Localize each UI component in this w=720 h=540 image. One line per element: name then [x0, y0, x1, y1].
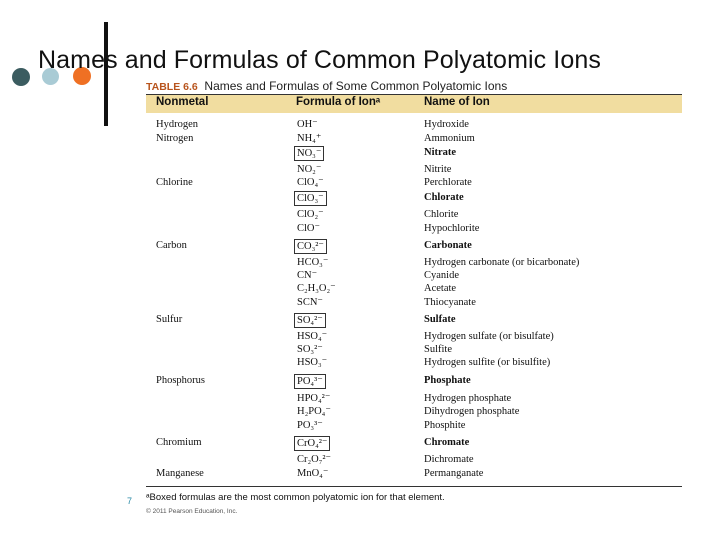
ion-name-cell: Carbonate	[424, 240, 472, 251]
formula-cell: HSO₄⁻	[297, 331, 328, 342]
ion-name-cell: Acetate	[424, 283, 457, 294]
ion-name-cell: Permanganate	[424, 468, 484, 479]
ion-name-cell: Nitrate	[424, 147, 457, 158]
formula-cell-boxed: PO₄³⁻	[294, 374, 326, 389]
column-header-name: Name of Ion	[424, 96, 490, 108]
formula-cell: PO₃³⁻	[297, 420, 323, 431]
ion-name-cell: Ammonium	[424, 133, 475, 144]
formula-cell: NH₄⁺	[297, 133, 322, 144]
ion-name-cell: Chromate	[424, 437, 470, 448]
formula-cell: C₂H₃O₂⁻	[297, 283, 336, 294]
ion-name-cell: Dihydrogen phosphate	[424, 406, 520, 417]
ion-name-cell: Chlorite	[424, 209, 459, 220]
formula-cell: Cr₂O₇²⁻	[297, 454, 332, 465]
table-number: TABLE 6.6	[146, 81, 198, 93]
formula-cell: OH⁻	[297, 119, 318, 130]
ion-name-cell: Sulfite	[424, 344, 452, 355]
formula-cell: ClO₄⁻	[297, 177, 324, 188]
nonmetal-cell: Phosphorus	[156, 375, 206, 386]
formula-cell-boxed: ClO₃⁻	[294, 191, 327, 206]
table-footnote: ᵃBoxed formulas are the most common polyatomic ion for that element.	[146, 492, 445, 503]
ion-name-cell: Nitrite	[424, 164, 452, 175]
ion-name-cell: Hydroxide	[424, 119, 469, 130]
formula-cell-boxed: SO₄²⁻	[294, 313, 326, 328]
ion-name-cell: Hypochlorite	[424, 223, 480, 234]
decor-dot-teal	[12, 68, 30, 86]
formula-cell: HCO₃⁻	[297, 257, 329, 268]
ion-name-cell: Cyanide	[424, 270, 459, 281]
ion-name-cell: Sulfate	[424, 314, 456, 325]
slide-number: 7	[127, 496, 133, 506]
formula-cell: ClO₂⁻	[297, 209, 324, 220]
ion-name-cell: Phosphite	[424, 420, 466, 431]
nonmetal-cell: Nitrogen	[156, 133, 194, 144]
ion-name-cell: Perchlorate	[424, 177, 472, 188]
nonmetal-cell: Chlorine	[156, 177, 193, 188]
formula-cell: HPO₄²⁻	[297, 393, 331, 404]
formula-cell: CN⁻	[297, 270, 318, 281]
copyright-notice: © 2011 Pearson Education, Inc.	[146, 508, 238, 515]
ion-name-cell: Phosphate	[424, 375, 471, 386]
ion-name-cell: Dichromate	[424, 454, 474, 465]
table-heading	[146, 79, 507, 93]
formula-cell: SCN⁻	[297, 297, 323, 308]
table-bottom-rule	[146, 486, 682, 487]
ion-name-cell: Hydrogen sulfite (or bisulfite)	[424, 357, 551, 368]
table-header-row	[146, 95, 682, 113]
formula-cell-boxed: CrO₄²⁻	[294, 436, 330, 451]
column-header-nonmetal: Nonmetal	[156, 96, 209, 108]
column-header-formula: Formula of Ionᵃ	[296, 96, 381, 108]
ion-name-cell: Chlorate	[424, 192, 464, 203]
formula-cell-boxed: CO₃²⁻	[294, 239, 327, 254]
nonmetal-cell: Chromium	[156, 437, 202, 448]
formula-cell: ClO⁻	[297, 223, 321, 234]
ion-name-cell: Hydrogen sulfate (or bisulfate)	[424, 331, 554, 342]
slide-title: Names and Formulas of Common Polyatomic Ions	[38, 46, 601, 74]
ion-name-cell: Thiocyanate	[424, 297, 476, 308]
nonmetal-cell: Hydrogen	[156, 119, 198, 130]
formula-cell-boxed: NO₃⁻	[294, 146, 324, 161]
ion-name-cell: Hydrogen carbonate (or bicarbonate)	[424, 257, 580, 268]
formula-cell: NO₂⁻	[297, 164, 322, 175]
ion-name-cell: Hydrogen phosphate	[424, 393, 512, 404]
formula-cell: H₂PO₄⁻	[297, 406, 331, 417]
table-title: Names and Formulas of Some Common Polyatomic Ions	[204, 79, 508, 93]
nonmetal-cell: Carbon	[156, 240, 187, 251]
formula-cell: HSO₃⁻	[297, 357, 328, 368]
formula-cell: MnO₄⁻	[297, 468, 329, 479]
formula-cell: SO₃²⁻	[297, 344, 323, 355]
nonmetal-cell: Sulfur	[156, 314, 183, 325]
nonmetal-cell: Manganese	[156, 468, 204, 479]
